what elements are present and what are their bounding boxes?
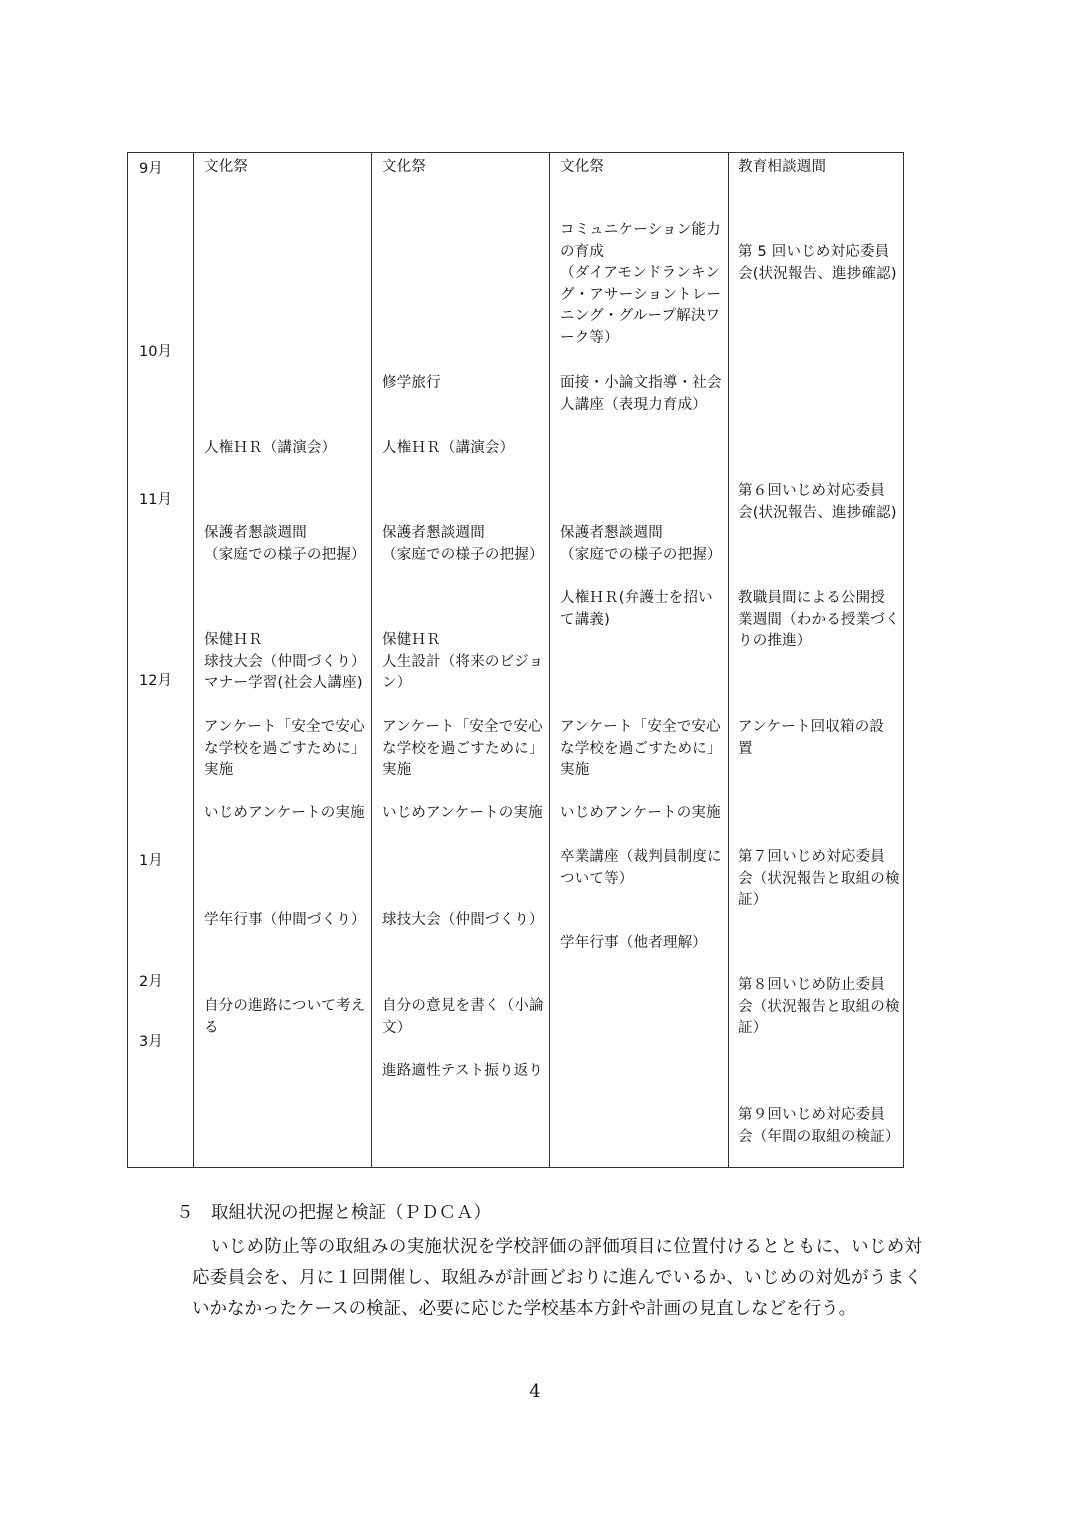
section-body: いじめ防止等の取組みの実施状況を学校評価の評価項目に位置付けるとともに、いじめ対応委員会を、月に１回開催し、取組みが計画どおりに進んでいるか、いじめの対処がうまくいかなかったケースの検証、必要に応じた学校基本方針や計画の見直しなどを行う。 (192, 1237, 922, 1319)
plan-item: 第７回いじめ対応委員 会（状況報告と取組の検 証） (738, 849, 900, 908)
plan-item: 教職員間による公開授 業週間（わかる授業づく りの推進） (738, 590, 900, 649)
month-label: 1月 (139, 853, 163, 869)
plan-item: 人権ＨＲ(弁護士を招い て講義) (560, 590, 713, 628)
plan-item: 保護者懇談週間 （家庭での様子の把握） (382, 525, 544, 563)
plan-item: 進路適性テスト振り返り (382, 1063, 544, 1079)
plan-item: いじめアンケートの実施 (204, 805, 365, 821)
plan-item: いじめアンケートの実施 (560, 805, 721, 821)
plan-item: 保護者懇談週間 （家庭での様子の把握） (204, 525, 366, 563)
plan-item: 保健ＨＲ 人生設計（将来のビジョ ン） (382, 632, 544, 691)
plan-item: 第６回いじめ対応委員 会(状況報告、進捗確認) (738, 483, 897, 521)
plan-item: 面接・小論文指導・社会 人講座（表現力育成） (560, 375, 722, 413)
plan-item: 第８回いじめ防止委員 会（状況報告と取組の検 証） (738, 977, 900, 1036)
column-divider (193, 153, 194, 1167)
plan-item: アンケート「安全で安心 な学校を過ごすために」 実施 (560, 719, 722, 778)
month-label: 10月 (139, 344, 172, 360)
month-label: 2月 (139, 974, 163, 990)
month-label: 12月 (139, 673, 172, 689)
plan-item: 第９回いじめ対応委員 会（年間の取組の検証） (738, 1107, 900, 1145)
plan-item: 教育相談週間 (738, 159, 827, 175)
column-divider (371, 153, 372, 1167)
plan-item: 修学旅行 (382, 375, 441, 391)
plan-item: 文化祭 (204, 159, 249, 175)
plan-item: アンケート回収箱の設 置 (738, 719, 885, 757)
month-label: 9月 (139, 161, 163, 177)
month-label: 11月 (139, 492, 172, 508)
plan-item: 第 5 回いじめ対応委員 会(状況報告、進捗確認) (738, 244, 897, 282)
plan-item: 人権ＨＲ（講演会） (382, 440, 515, 456)
month-label: 3月 (139, 1034, 163, 1050)
column-divider (549, 153, 550, 1167)
plan-item: 人権ＨＲ（講演会） (204, 440, 337, 456)
plan-item: 自分の意見を書く（小論 文） (382, 998, 544, 1036)
plan-item: 球技大会（仲間づくり） (382, 912, 544, 928)
plan-item: 自分の進路について考え る (204, 998, 366, 1036)
page-number: 4 (529, 1381, 541, 1402)
plan-item: いじめアンケートの実施 (382, 805, 543, 821)
plan-item: 文化祭 (382, 159, 427, 175)
plan-item: 保護者懇談週間 （家庭での様子の把握） (560, 525, 722, 563)
plan-item: アンケート「安全で安心 な学校を過ごすために」 実施 (204, 719, 366, 778)
annual-plan-table (127, 152, 904, 1168)
column-divider (728, 153, 729, 1167)
section-heading: ５ 取組状況の把握と検証（ＰＤＣＡ） (176, 1203, 491, 1223)
plan-item: アンケート「安全で安心 な学校を過ごすために」 実施 (382, 719, 544, 778)
plan-item: 学年行事（仲間づくり） (204, 912, 366, 928)
plan-item: 学年行事（他者理解） (560, 935, 707, 951)
plan-item: 卒業講座（裁判員制度に ついて等） (560, 849, 722, 887)
plan-item: コミュニケーション能力 の育成 （ダイアモンドランキン グ・アサーショントレー ニング・グループ解決ワ ーク等） (560, 222, 722, 346)
plan-item: 文化祭 (560, 159, 605, 175)
plan-item: 保健ＨＲ 球技大会（仲間づくり） マナー学習(社会人講座) (204, 632, 366, 691)
